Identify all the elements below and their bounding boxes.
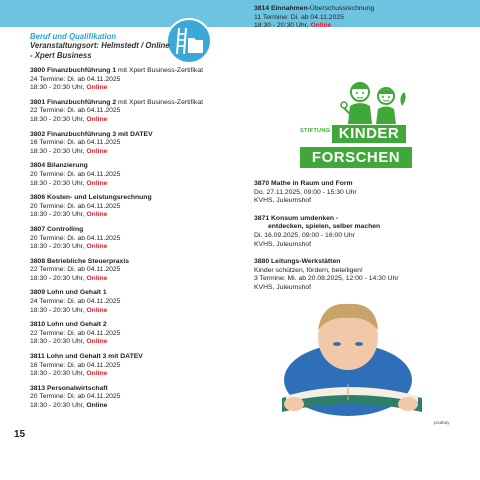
- course-title: 3807 Controlling: [30, 225, 84, 233]
- course-item: [30, 289, 240, 315]
- course-detail-line: Do. 27.11.2025, 09:00 - 15:30 Uhr: [254, 188, 357, 196]
- course-dates: 22 Termine: Di. ab 04.11.2025: [30, 266, 121, 274]
- photo-credit: pixabay: [434, 420, 450, 425]
- course-title: 3804 Bilanzierung: [30, 162, 88, 170]
- course-title: 3870 Mathe in Raum und Form: [254, 180, 353, 187]
- course-item: [30, 67, 240, 93]
- course-title-extra: mit Xpert Business-Zertifikat: [116, 67, 203, 74]
- online-tag: Online: [86, 115, 108, 123]
- course-time: 18:30 - 20:30 Uhr,: [30, 147, 87, 155]
- course-list-right: [254, 180, 454, 293]
- course-time: 18:30 - 20:30 Uhr,: [30, 243, 87, 251]
- logo-stiftung-text: STIFTUNG: [300, 128, 331, 134]
- course-item: [30, 385, 240, 411]
- left-column: [30, 32, 240, 411]
- course-item: [30, 194, 240, 220]
- course-dates: 11 Termine: Di. ab 04.11.2025: [254, 13, 344, 21]
- course-time: 18:30 - 20:30 Uhr,: [30, 306, 87, 314]
- course-dates: 24 Termine: Di. ab 04.11.2025: [30, 75, 121, 83]
- course-time: 18:30 - 20:30 Uhr,: [30, 84, 87, 92]
- online-tag: Online: [86, 274, 108, 282]
- online-tag: Online: [310, 22, 332, 30]
- course-time: 18:30 - 20:30 Uhr,: [30, 179, 87, 187]
- course-time: 18:30 - 20:30 Uhr,: [30, 370, 87, 378]
- course-title: 3801 Finanzbuchführung 2: [30, 98, 117, 106]
- course-item: [254, 258, 454, 292]
- course-item: [254, 180, 454, 206]
- course-time: 18:30 - 20:30 Uhr,: [30, 402, 87, 409]
- course-dates: 22 Termine: Di. ab 04.11.2025: [30, 107, 121, 115]
- course-title: 3814 Einnahmen-: [254, 5, 310, 12]
- course-item: [30, 353, 240, 379]
- course-title: 3810 Lohn und Gehalt 2: [30, 321, 107, 329]
- course-title: 3809 Lohn und Gehalt 1: [30, 289, 107, 297]
- online-tag: Online: [86, 338, 108, 346]
- course-title: 3811 Lohn und Gehalt 3 mit DATEV: [30, 353, 143, 361]
- course-title: 3806 Kosten- und Leistungsrechnung: [30, 194, 152, 202]
- course-list-left: [30, 67, 240, 411]
- course-dates: 20 Termine: Di. ab 04.11.2025: [30, 202, 121, 210]
- online-tag: Online: [86, 147, 108, 155]
- kinder-forschen-logo: [300, 78, 412, 170]
- right-column: [254, 5, 454, 31]
- course-dates: 20 Termine: Di. ab 04.11.2025: [30, 170, 121, 178]
- course-title: 3880 Leitungs-Werkstätten: [254, 258, 341, 266]
- page-number: 15: [14, 429, 26, 440]
- course-item: [30, 99, 240, 125]
- online-tag: Online: [86, 211, 108, 219]
- course-title: 3813 Personalwirtschaft: [30, 384, 108, 392]
- child-reading-book-image: [262, 300, 442, 426]
- course-detail-line: Di. 16.09.2025, 09:00 - 16:00 Uhr: [254, 231, 355, 239]
- right-column-lower: [254, 180, 454, 293]
- children-illustration-icon: [338, 78, 410, 126]
- course-item: [30, 258, 240, 284]
- online-tag: Online: [86, 243, 108, 251]
- course-time: 18:30 - 20:30 Uhr,: [30, 338, 87, 346]
- course-dates: 16 Termine: Di. ab 04.11.2025: [30, 361, 121, 369]
- course-time: 18:30 - 20:30 Uhr,: [254, 22, 311, 30]
- course-title-rest: Überschussrechnung: [309, 5, 375, 12]
- venue-line: Veranstaltungsort: Helmstedt / Online - Xpert Business: [30, 41, 170, 60]
- course-dates: 20 Termine: Di. ab 04.11.2025: [30, 234, 121, 242]
- course-title: 3800 Finanzbuchführung 1: [30, 67, 117, 74]
- course-time: 18:30 - 20:30 Uhr,: [30, 211, 87, 219]
- course-dates: 22 Termine: Di. ab 04.11.2025: [30, 329, 121, 337]
- course-detail-line: KVHS, Juleumshof: [254, 283, 312, 291]
- course-item: [30, 226, 240, 252]
- course-detail-line: KVHS, Juleumshof: [254, 240, 312, 248]
- online-tag: Online: [86, 306, 108, 314]
- course-detail-line: 3 Termine: Mi. ab 20.08.2025, 12:00 - 14:30 Uhr: [254, 275, 399, 283]
- course-time: 18:30 - 20:30 Uhr,: [30, 274, 87, 282]
- online-tag: Online: [86, 370, 108, 378]
- course-title: 3802 Finanzbuchführung 3 mit DATEV: [30, 130, 153, 138]
- course-detail-line: KVHS, Juleumshof: [254, 197, 312, 205]
- course-item: [30, 131, 240, 157]
- online-tag: Online: [86, 84, 108, 92]
- course-dates: 24 Termine: Di. ab 04.11.2025: [30, 298, 121, 306]
- course-item: [30, 321, 240, 347]
- course-detail-line: Kinder schützen, fördern, beteiligen!: [254, 266, 363, 274]
- course-time: 18:30 - 20:30 Uhr,: [30, 115, 87, 123]
- course-dates: 20 Termine: Di. ab 04.11.2025: [30, 393, 121, 401]
- online-tag: Online: [86, 402, 108, 409]
- course-item: [30, 162, 240, 188]
- course-title-extra: mit Xpert Business-Zertifikat: [116, 98, 203, 106]
- online-tag: Online: [86, 179, 108, 187]
- logo-forschen-text: FORSCHEN: [300, 147, 412, 168]
- reading-child-photo: [262, 300, 442, 426]
- course-dates: 16 Termine: Di. ab 04.11.2025: [30, 139, 121, 147]
- course-title: 3871 Konsum umdenken -: [254, 214, 339, 222]
- course-3814: [254, 5, 454, 31]
- logo-kinder-text: KINDER: [332, 125, 406, 143]
- course-title: 3808 Betriebliche Steuerpraxis: [30, 257, 129, 265]
- section-title: Beruf und Qualifikation: [30, 32, 117, 41]
- course-item: [254, 215, 454, 249]
- course-subtitle: entdecken, spielen, selber machen: [268, 223, 381, 231]
